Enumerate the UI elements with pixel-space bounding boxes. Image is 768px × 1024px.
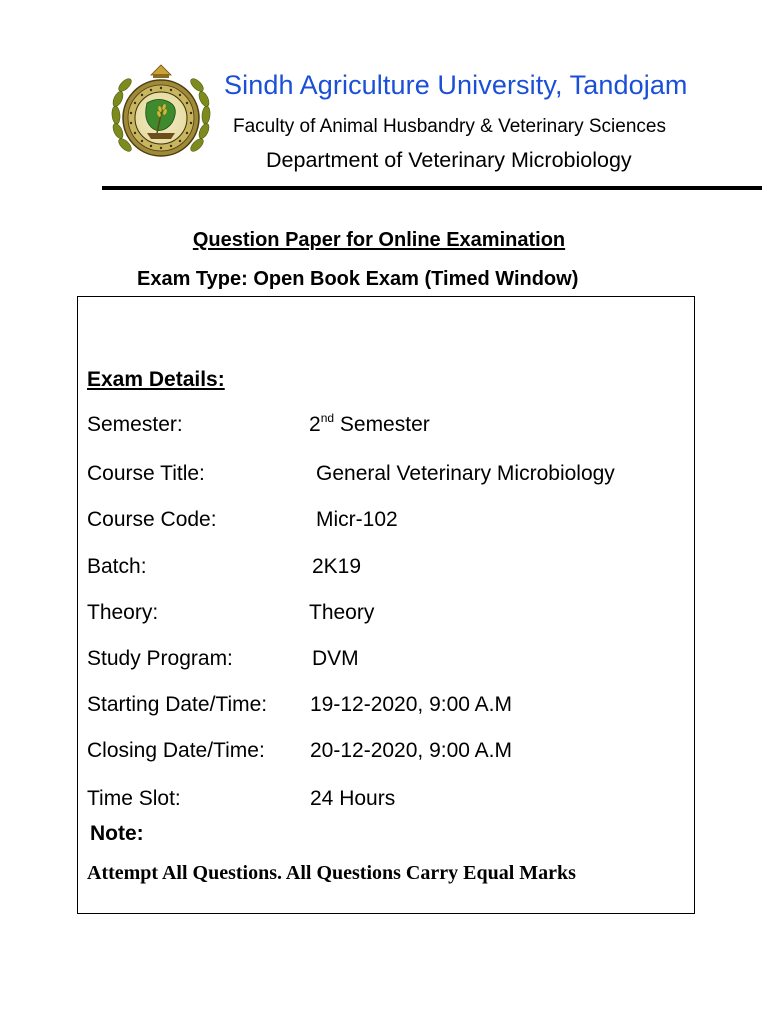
exam-details-heading: Exam Details: [87, 368, 225, 391]
closing-datetime-row [78, 739, 694, 769]
theory-row [78, 601, 694, 631]
university-seal-icon [107, 63, 215, 167]
study-program-row [78, 647, 694, 677]
paper-title [0, 229, 768, 252]
starting-datetime-row [78, 693, 694, 723]
starting-datetime-label: Starting Date/Time: [87, 693, 268, 716]
course-code-label: Course Code: [87, 508, 217, 531]
semester-ordinal: nd [320, 411, 335, 425]
batch-row [78, 555, 694, 585]
starting-datetime-value: 19-12-2020, 9:00 A.M [310, 693, 512, 716]
batch-label: Batch: [87, 555, 147, 578]
course-code-value: Micr-102 [316, 508, 398, 531]
semester-value [309, 413, 430, 437]
study-program-value: DVM [312, 647, 359, 670]
course-code-row [78, 508, 694, 538]
course-title-value: General Veterinary Microbiology [316, 462, 615, 485]
note-text: Attempt All Questions. All Questions Carry Equal Marks [87, 862, 576, 884]
semester-number: 2 [309, 413, 321, 436]
semester-row [78, 413, 694, 443]
batch-value: 2K19 [312, 555, 362, 578]
time-slot-value: 24 Hours [310, 787, 396, 810]
time-slot-row [78, 787, 694, 817]
paper-title-text: Question Paper for Online Examination [192, 229, 566, 251]
letterhead [0, 0, 768, 200]
semester-word: Semester [334, 413, 430, 436]
exam-type: Exam Type: Open Book Exam (Timed Window) [137, 268, 579, 290]
university-name: Sindh Agriculture University, Tandojam [224, 70, 688, 100]
theory-value: Theory [309, 601, 375, 624]
semester-label: Semester: [87, 413, 183, 436]
course-title-row [78, 462, 694, 492]
note-label: Note: [90, 822, 144, 845]
exam-details-box [77, 296, 695, 914]
time-slot-label: Time Slot: [87, 787, 181, 810]
department-name: Department of Veterinary Microbiology [266, 148, 632, 172]
closing-datetime-value: 20-12-2020, 9:00 A.M [310, 739, 512, 762]
faculty-name: Faculty of Animal Husbandry & Veterinary Sciences [233, 116, 666, 137]
closing-datetime-label: Closing Date/Time: [87, 739, 265, 762]
course-title-label: Course Title: [87, 462, 205, 485]
header-divider [102, 186, 762, 190]
study-program-label: Study Program: [87, 647, 233, 670]
theory-label: Theory: [87, 601, 159, 624]
